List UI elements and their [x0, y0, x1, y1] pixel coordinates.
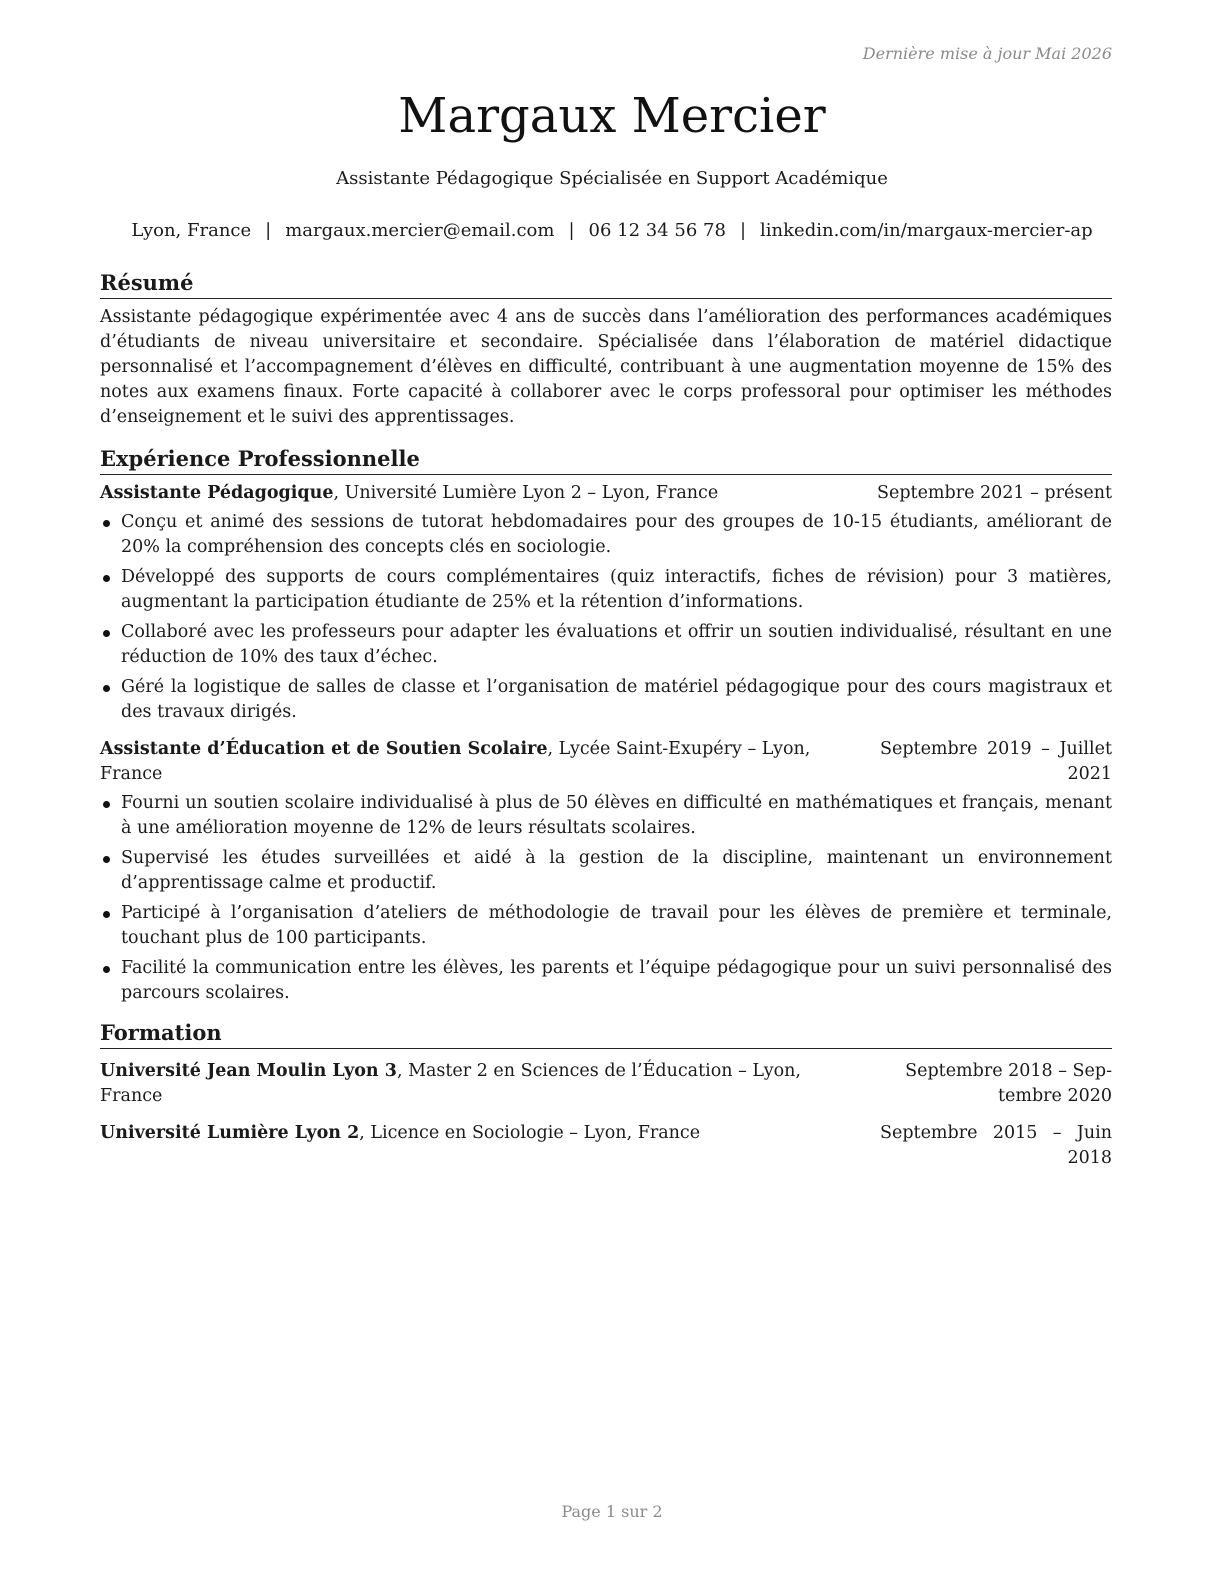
bullet-icon: [103, 966, 110, 973]
bullet-icon: [103, 911, 110, 918]
bullet-icon: [103, 575, 110, 582]
job-title-line: [100, 481, 877, 506]
education-dates: Septembre 2018 – Sep- tembre 2020: [905, 1061, 1112, 1106]
job-bullet-text: Conçu et animé des sessions de tutorat hebdomadaires pour des groupes de 10-15 étudiants, améliorant de 20% la compréhension des concepts clés en sociologie.: [121, 512, 1112, 557]
page-number: Page 1 sur 2: [561, 1502, 663, 1521]
job-bullet: [100, 675, 1112, 725]
job-header: [100, 737, 1112, 787]
job-bullets: [100, 791, 1112, 1006]
bullet-icon: [103, 856, 110, 863]
education-detail: , Master 2 en Sciences de l’Éducation – Lyon, France: [100, 1061, 801, 1106]
education-detail: , Licence en Sociologie – Lyon, France: [359, 1123, 701, 1143]
job-dates: Septembre 2019 – Juillet 2021: [880, 739, 1112, 784]
job-bullet: [100, 791, 1112, 841]
last-updated-note: Dernière mise à jour Mai 2026: [862, 44, 1112, 63]
job-bullet: [100, 846, 1112, 896]
job-dates: Septembre 2021 – présent: [877, 483, 1112, 503]
job-bullet: [100, 901, 1112, 951]
education-school: Université Jean Moulin Lyon 3: [100, 1061, 397, 1081]
education-title-line: [100, 1059, 880, 1109]
education-section: [100, 1018, 1112, 1171]
experience-section: [100, 444, 1112, 1006]
contact-linkedin[interactable]: linkedin.com/in/margaux-mercier-ap: [760, 220, 1093, 241]
contact-email[interactable]: margaux.mercier@email.com: [285, 220, 555, 241]
job-title-line: [100, 737, 880, 787]
job-bullet-text: Supervisé les études surveillées et aidé à la gestion de la discipline, maintenant un environnement d’apprentissage calme et productif.: [121, 848, 1112, 893]
contact-separator: |: [739, 220, 747, 241]
contact-phone: 06 12 34 56 78: [588, 220, 726, 241]
summary-text: Assistante pédagogique expérimentée avec 4 ans de succès dans l’amélioration des performances académiques d’étudiants de niveau universitaire et secondaire. Spécialisée dans l’élaboration de matériel didactique personnalisé et l’accompagnement d’élèves en difficulté, contribuant à une augmentation moyenne de 15% des notes aux examens finaux. Forte capacité à collaborer avec le corps professoral pour optimiser les méthodes d’enseignement et le suivi des apprentissages.: [100, 307, 1112, 427]
resume-body: [100, 268, 1112, 1183]
job-bullet: [100, 510, 1112, 560]
job-bullet-text: Collaboré avec les professeurs pour adapter les évaluations et offrir un soutien individualisé, résultant en une réduction de 10% des taux d’échec.: [121, 622, 1112, 667]
job-organization: , Lycée Saint-Exupéry – Lyon, France: [100, 739, 811, 784]
job-bullet-text: Participé à l’organisation d’ateliers de méthodologie de travail pour les élèves de première et terminale, touchant plus de 100 participants.: [121, 903, 1112, 948]
job-bullet: [100, 565, 1112, 615]
job-bullet-text: Développé des supports de cours complémentaires (quiz interactifs, fiches de révision) pour 3 matières, augmentant la participation étudiante de 25% et la rétention d’informations.: [121, 567, 1112, 612]
summary-heading: Résumé: [100, 268, 1112, 299]
education-entry: [100, 1121, 1112, 1171]
job-role: Assistante Pédagogique: [100, 483, 334, 503]
contact-separator: |: [568, 220, 575, 241]
contact-line: [0, 218, 1224, 244]
contact-separator: |: [265, 220, 272, 241]
bullet-icon: [103, 685, 110, 692]
contact-location: Lyon, France: [131, 220, 252, 241]
job-bullets: [100, 510, 1112, 725]
job-role: Assistante d’Éducation et de Soutien Scolaire: [100, 739, 548, 759]
candidate-subtitle: Assistante Pédagogique Spécialisée en Support Académique: [336, 168, 888, 189]
candidate-name: Margaux Mercier: [398, 88, 826, 144]
experience-heading: Expérience Professionnelle: [100, 444, 1112, 475]
education-heading: Formation: [100, 1018, 1112, 1049]
job-bullet: [100, 956, 1112, 1006]
education-entry: [100, 1059, 1112, 1109]
summary-section: [100, 268, 1112, 430]
job-bullet: [100, 620, 1112, 670]
bullet-icon: [103, 520, 110, 527]
education-dates: Septembre 2015 – Juin 2018: [880, 1123, 1112, 1168]
job-bullet-text: Fourni un soutien scolaire individualisé à plus de 50 élèves en difficulté en mathématiques et français, menant à une amélioration moyenne de 12% de leurs résultats scolaires.: [121, 793, 1112, 838]
education-school: Université Lumière Lyon 2: [100, 1123, 360, 1143]
job-entry: [100, 481, 1112, 725]
job-bullet-text: Géré la logistique de salles de classe et l’organisation de matériel pédagogique pour des cours magistraux et des travaux dirigés.: [121, 677, 1112, 722]
job-header: [100, 481, 1112, 506]
job-entry: [100, 737, 1112, 1006]
education-title-line: [100, 1121, 880, 1146]
bullet-icon: [103, 630, 110, 637]
job-bullet-text: Facilité la communication entre les élèves, les parents et l’équipe pédagogique pour un suivi personnalisé des parcours scolaires.: [121, 958, 1112, 1003]
bullet-icon: [103, 801, 110, 808]
job-organization: , Université Lumière Lyon 2 – Lyon, France: [333, 483, 719, 503]
